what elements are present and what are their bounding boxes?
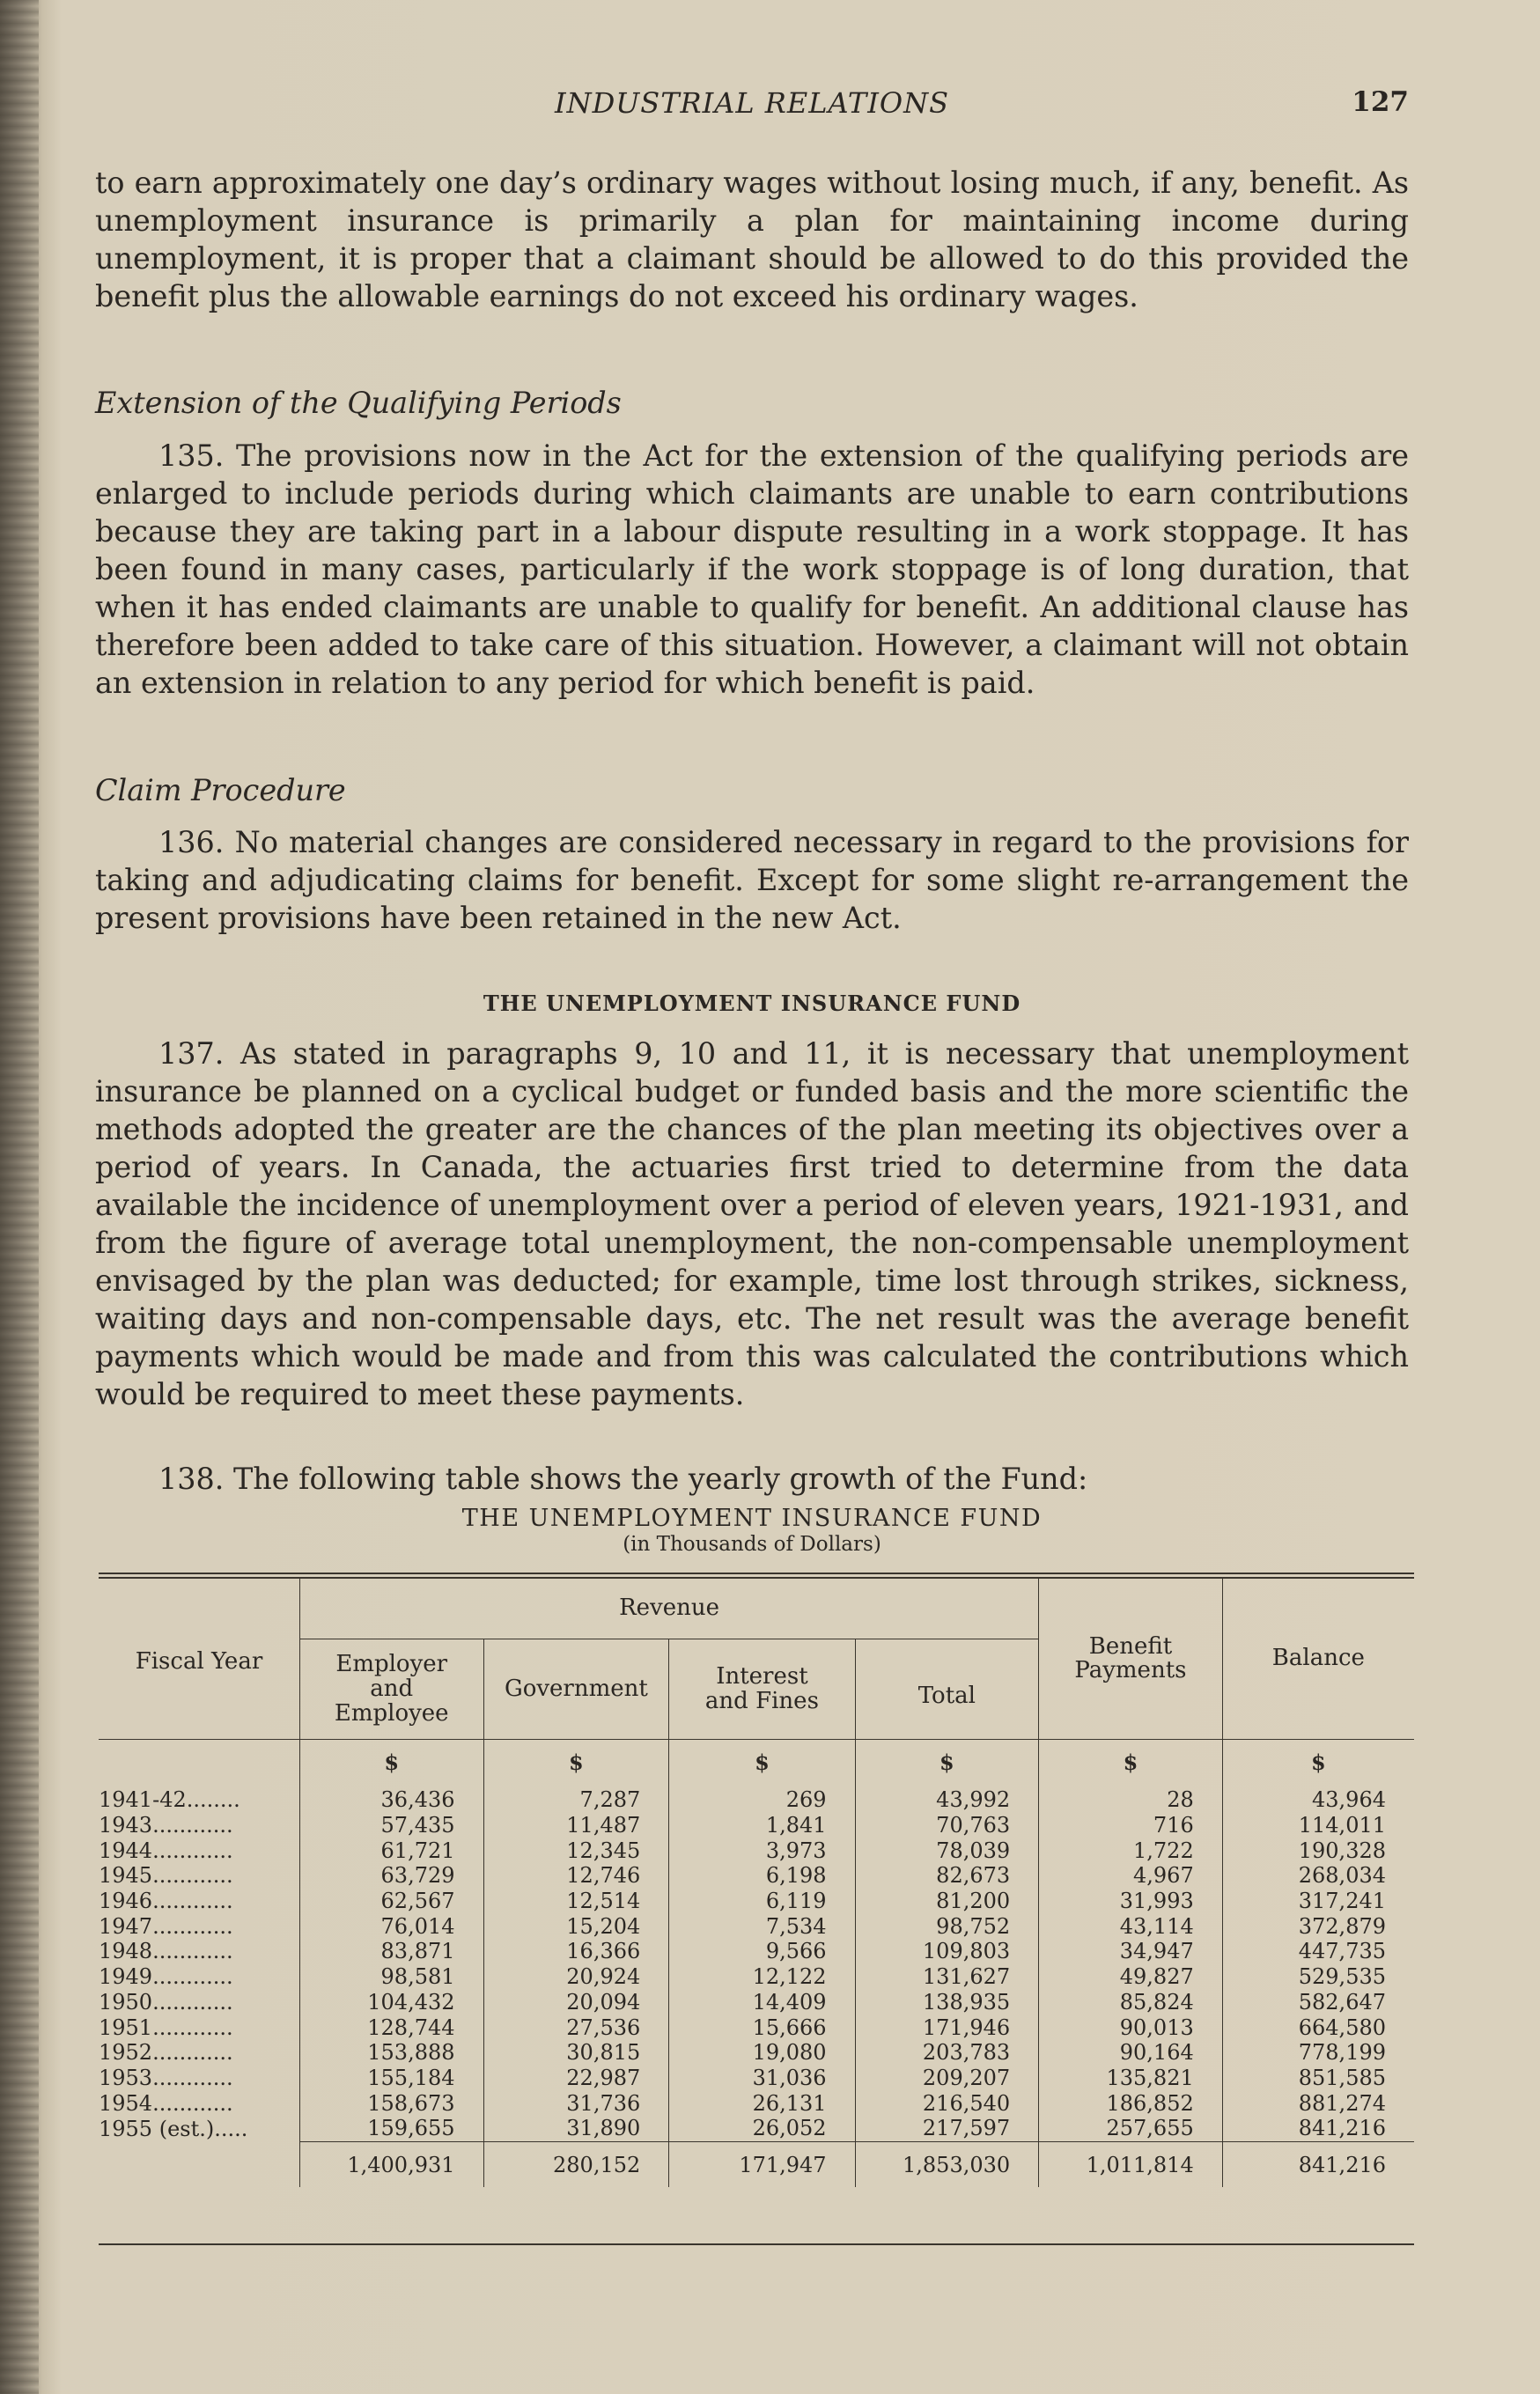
total-cell: 81,200 bbox=[855, 1889, 1039, 1914]
government-cell: 12,514 bbox=[483, 1889, 669, 1914]
employer-cell: 98,581 bbox=[299, 1964, 483, 1990]
paragraph-136: 136. No material changes are considered necessary in regard to the provisions for taking and adjudicating claims for benefit. Except for some slight re-arrangement the present provisions have been retained in the new Act. bbox=[95, 825, 1409, 935]
interest-cell: 6,119 bbox=[669, 1889, 855, 1914]
interest-cell: 12,122 bbox=[669, 1964, 855, 1990]
total-cell: 43,992 bbox=[855, 1787, 1039, 1813]
balance-cell: 778,199 bbox=[1222, 2040, 1414, 2066]
total-employer: 1,400,931 bbox=[299, 2142, 483, 2187]
benefit-cell: 135,821 bbox=[1039, 2066, 1223, 2091]
government-cell: 22,987 bbox=[483, 2066, 669, 2091]
table-subtitle: (in Thousands of Dollars) bbox=[623, 1533, 881, 1556]
fiscal-year-cell: 1944............ bbox=[99, 1838, 233, 1863]
balance-cell: 447,735 bbox=[1222, 1939, 1414, 1964]
book-spine-shadow bbox=[0, 0, 39, 2394]
total-balance: 841,216 bbox=[1222, 2142, 1414, 2187]
table-row bbox=[99, 1939, 1414, 1964]
body-section-4 bbox=[95, 771, 1409, 809]
fund-table-wrapper bbox=[99, 1573, 1414, 2187]
header-interest-fines: Interest and Fines bbox=[669, 1639, 855, 1739]
benefit-cell: 85,824 bbox=[1039, 1990, 1223, 2015]
balance-cell: 664,580 bbox=[1222, 2015, 1414, 2041]
government-cell: 11,487 bbox=[483, 1813, 669, 1838]
fiscal-year-cell: 1951............ bbox=[99, 2015, 233, 2040]
total-interest: 171,947 bbox=[669, 2142, 855, 2187]
body-section-7 bbox=[95, 1035, 1409, 1413]
total-cell: 82,673 bbox=[855, 1863, 1039, 1889]
currency-row bbox=[99, 1739, 1414, 1787]
currency-label: $ bbox=[669, 1739, 855, 1787]
balance-cell: 529,535 bbox=[1222, 1964, 1414, 1990]
table-row bbox=[99, 1813, 1414, 1838]
running-title: INDUSTRIAL RELATIONS bbox=[555, 86, 949, 120]
fiscal-year-cell: 1946............ bbox=[99, 1889, 233, 1914]
fiscal-year-cell: 1948............ bbox=[99, 1939, 233, 1964]
total-cell: 171,946 bbox=[855, 2015, 1039, 2041]
balance-cell: 268,034 bbox=[1222, 1863, 1414, 1889]
balance-cell: 114,011 bbox=[1222, 1813, 1414, 1838]
employer-cell: 153,888 bbox=[299, 2040, 483, 2066]
employer-cell: 158,673 bbox=[299, 2091, 483, 2117]
government-cell: 16,366 bbox=[483, 1939, 669, 1964]
employer-cell: 57,435 bbox=[299, 1813, 483, 1838]
government-cell: 30,815 bbox=[483, 2040, 669, 2066]
currency-label: $ bbox=[1222, 1739, 1414, 1787]
paragraph-135: 135. The provisions now in the Act for the extension of the qualifying periods are enlarged to include periods during which claimants are unable to earn contributions because they are taking part in a labour dispute resulting in a work stoppage. It has been found in many cases, particularly if the work stoppage is of long duration, that when it has ended claimants are unable to qualify for benefit. An additional clause has therefore been added to take care of this situation. However, a claimant will not obtain an extension in relation to any period for which benefit is paid. bbox=[95, 438, 1409, 700]
table-row bbox=[99, 1964, 1414, 1990]
table-row bbox=[99, 1863, 1414, 1889]
header-employer-employee: Employer and Employee bbox=[299, 1639, 483, 1739]
benefit-cell: 49,827 bbox=[1039, 1964, 1223, 1990]
total-government: 280,152 bbox=[483, 2142, 669, 2187]
benefit-cell: 90,164 bbox=[1039, 2040, 1223, 2066]
subheading-claim: Claim Procedure bbox=[95, 773, 346, 807]
balance-cell: 582,647 bbox=[1222, 1990, 1414, 2015]
employer-cell: 76,014 bbox=[299, 1914, 483, 1940]
benefit-cell: 28 bbox=[1039, 1787, 1223, 1813]
header-government: Government bbox=[483, 1639, 669, 1739]
body-section-2 bbox=[95, 384, 1409, 422]
table-row bbox=[99, 1914, 1414, 1940]
total-revenue: 1,853,030 bbox=[855, 2142, 1039, 2187]
table-row bbox=[99, 1990, 1414, 2015]
page-header bbox=[95, 86, 1409, 122]
total-cell: 131,627 bbox=[855, 1964, 1039, 1990]
employer-cell: 159,655 bbox=[299, 2116, 483, 2141]
fiscal-year-cell: 1954............ bbox=[99, 2090, 233, 2116]
total-cell: 98,752 bbox=[855, 1914, 1039, 1940]
balance-cell: 43,964 bbox=[1222, 1787, 1414, 1813]
balance-cell: 851,585 bbox=[1222, 2066, 1414, 2091]
benefit-cell: 90,013 bbox=[1039, 2015, 1223, 2041]
table-bottom-rule bbox=[99, 2243, 1414, 2245]
interest-cell: 9,566 bbox=[669, 1939, 855, 1964]
fiscal-year-cell: 1947............ bbox=[99, 1913, 233, 1939]
total-cell: 216,540 bbox=[855, 2091, 1039, 2117]
currency-label: $ bbox=[1039, 1739, 1223, 1787]
currency-spacer bbox=[99, 1739, 299, 1787]
balance-cell: 190,328 bbox=[1222, 1838, 1414, 1864]
total-cell: 217,597 bbox=[855, 2116, 1039, 2141]
table-row bbox=[99, 1889, 1414, 1914]
government-cell: 31,736 bbox=[483, 2091, 669, 2117]
table-row bbox=[99, 2015, 1414, 2041]
fiscal-year-cell: 1943............ bbox=[99, 1812, 233, 1838]
body-section-6 bbox=[95, 984, 1409, 1022]
page-number: 127 bbox=[1352, 86, 1409, 118]
fiscal-year-cell: 1950............ bbox=[99, 1989, 233, 2015]
paragraph-138: 138. The following table shows the yearly growth of the Fund: bbox=[158, 1462, 1088, 1496]
interest-cell: 26,052 bbox=[669, 2116, 855, 2141]
government-cell: 20,924 bbox=[483, 1964, 669, 1990]
currency-label: $ bbox=[855, 1739, 1039, 1787]
table-title: THE UNEMPLOYMENT INSURANCE FUND bbox=[461, 1505, 1043, 1532]
fiscal-year-cell: 1953............ bbox=[99, 2065, 233, 2090]
interest-cell: 15,666 bbox=[669, 2015, 855, 2041]
employer-cell: 155,184 bbox=[299, 2066, 483, 2091]
employer-cell: 104,432 bbox=[299, 1990, 483, 2015]
interest-cell: 269 bbox=[669, 1787, 855, 1813]
benefit-cell: 34,947 bbox=[1039, 1939, 1223, 1964]
benefit-cell: 257,655 bbox=[1039, 2116, 1223, 2141]
employer-cell: 61,721 bbox=[299, 1838, 483, 1864]
currency-label: $ bbox=[483, 1739, 669, 1787]
total-cell: 138,935 bbox=[855, 1990, 1039, 2015]
balance-cell: 317,241 bbox=[1222, 1889, 1414, 1914]
employer-cell: 62,567 bbox=[299, 1889, 483, 1914]
interest-cell: 1,841 bbox=[669, 1813, 855, 1838]
header-balance: Balance bbox=[1222, 1579, 1414, 1739]
body-section-1 bbox=[95, 164, 1409, 315]
benefit-cell: 43,114 bbox=[1039, 1914, 1223, 1940]
header-fiscal-year: Fiscal Year bbox=[99, 1579, 299, 1739]
section-heading-fund: THE UNEMPLOYMENT INSURANCE FUND bbox=[483, 991, 1021, 1016]
interest-cell: 3,973 bbox=[669, 1838, 855, 1864]
table-row bbox=[99, 1838, 1414, 1864]
paragraph-137: 137. As stated in paragraphs 9, 10 and 11, it is necessary that unemployment insurance be planned on a cyclical budget or funded basis and the more scientific the methods adopted the greater are the chances of the plan meeting its objectives over a period of years. In Canada, the actuaries first tried to determine from the data available the incidence of unemployment over a period of eleven years, 1921-1931, and from the figure of average total unemployment, the non-compensable unemployment envisaged by the plan was deducted; for example, time lost through strikes, sickness, waiting days and non-compensable days, etc. The net result was the average benefit payments which would be made and from this was calculated the contributions which would be required to meet these payments. bbox=[95, 1036, 1409, 1411]
table-top-rule bbox=[99, 1573, 1414, 1579]
body-section-8 bbox=[95, 1460, 1409, 1498]
balance-cell: 881,274 bbox=[1222, 2091, 1414, 2117]
paragraph-continuation: to earn approximately one day’s ordinary wages without losing much, if any, benefit. As unemployment insurance is primarily a plan for maintaining income during unemployment, it is proper that a claimant should be allowed to do this provided the benefit plus the allowable earnings do not exceed his ordinary wages. bbox=[95, 166, 1409, 313]
subheading-extension: Extension of the Qualifying Periods bbox=[95, 386, 622, 420]
benefit-cell: 1,722 bbox=[1039, 1838, 1223, 1864]
table-row bbox=[99, 2091, 1414, 2117]
benefit-cell: 31,993 bbox=[1039, 1889, 1223, 1914]
body-section-3 bbox=[95, 437, 1409, 702]
interest-cell: 19,080 bbox=[669, 2040, 855, 2066]
table-row bbox=[99, 2066, 1414, 2091]
header-revenue: Revenue bbox=[299, 1579, 1038, 1639]
header-total: Total bbox=[855, 1639, 1039, 1739]
government-cell: 27,536 bbox=[483, 2015, 669, 2041]
currency-label: $ bbox=[299, 1739, 483, 1787]
fiscal-year-cell: 1945............ bbox=[99, 1863, 233, 1889]
header-benefit-payments: Benefit Payments bbox=[1039, 1579, 1223, 1739]
interest-cell: 6,198 bbox=[669, 1863, 855, 1889]
benefit-cell: 4,967 bbox=[1039, 1863, 1223, 1889]
table-body bbox=[99, 1787, 1414, 2141]
total-cell: 109,803 bbox=[855, 1939, 1039, 1964]
total-cell: 203,783 bbox=[855, 2040, 1039, 2066]
totals-row bbox=[99, 2142, 1414, 2187]
government-cell: 31,890 bbox=[483, 2116, 669, 2141]
balance-cell: 841,216 bbox=[1222, 2116, 1414, 2141]
fund-table bbox=[99, 1579, 1414, 2187]
benefit-cell: 186,852 bbox=[1039, 2091, 1223, 2117]
interest-cell: 31,036 bbox=[669, 2066, 855, 2091]
government-cell: 12,746 bbox=[483, 1863, 669, 1889]
fiscal-year-cell: 1952............ bbox=[99, 2040, 233, 2066]
total-cell: 78,039 bbox=[855, 1838, 1039, 1864]
table-row bbox=[99, 2116, 1414, 2141]
total-cell: 209,207 bbox=[855, 2066, 1039, 2091]
body-section-5 bbox=[95, 823, 1409, 937]
government-cell: 20,094 bbox=[483, 1990, 669, 2015]
total-benefit: 1,011,814 bbox=[1039, 2142, 1223, 2187]
government-cell: 7,287 bbox=[483, 1787, 669, 1813]
fiscal-year-cell: 1949............ bbox=[99, 1964, 233, 1990]
government-cell: 12,345 bbox=[483, 1838, 669, 1864]
fiscal-year-cell: 1941-42........ bbox=[99, 1787, 240, 1813]
total-cell: 70,763 bbox=[855, 1813, 1039, 1838]
interest-cell: 14,409 bbox=[669, 1990, 855, 2015]
benefit-cell: 716 bbox=[1039, 1813, 1223, 1838]
table-row bbox=[99, 2040, 1414, 2066]
employer-cell: 63,729 bbox=[299, 1863, 483, 1889]
fiscal-year-cell: 1955 (est.)..... bbox=[99, 2116, 248, 2141]
totals-spacer bbox=[99, 2142, 299, 2187]
interest-cell: 7,534 bbox=[669, 1914, 855, 1940]
employer-cell: 36,436 bbox=[299, 1787, 483, 1813]
employer-cell: 128,744 bbox=[299, 2015, 483, 2041]
government-cell: 15,204 bbox=[483, 1914, 669, 1940]
balance-cell: 372,879 bbox=[1222, 1914, 1414, 1940]
table-row bbox=[99, 1787, 1414, 1813]
employer-cell: 83,871 bbox=[299, 1939, 483, 1964]
interest-cell: 26,131 bbox=[669, 2091, 855, 2117]
